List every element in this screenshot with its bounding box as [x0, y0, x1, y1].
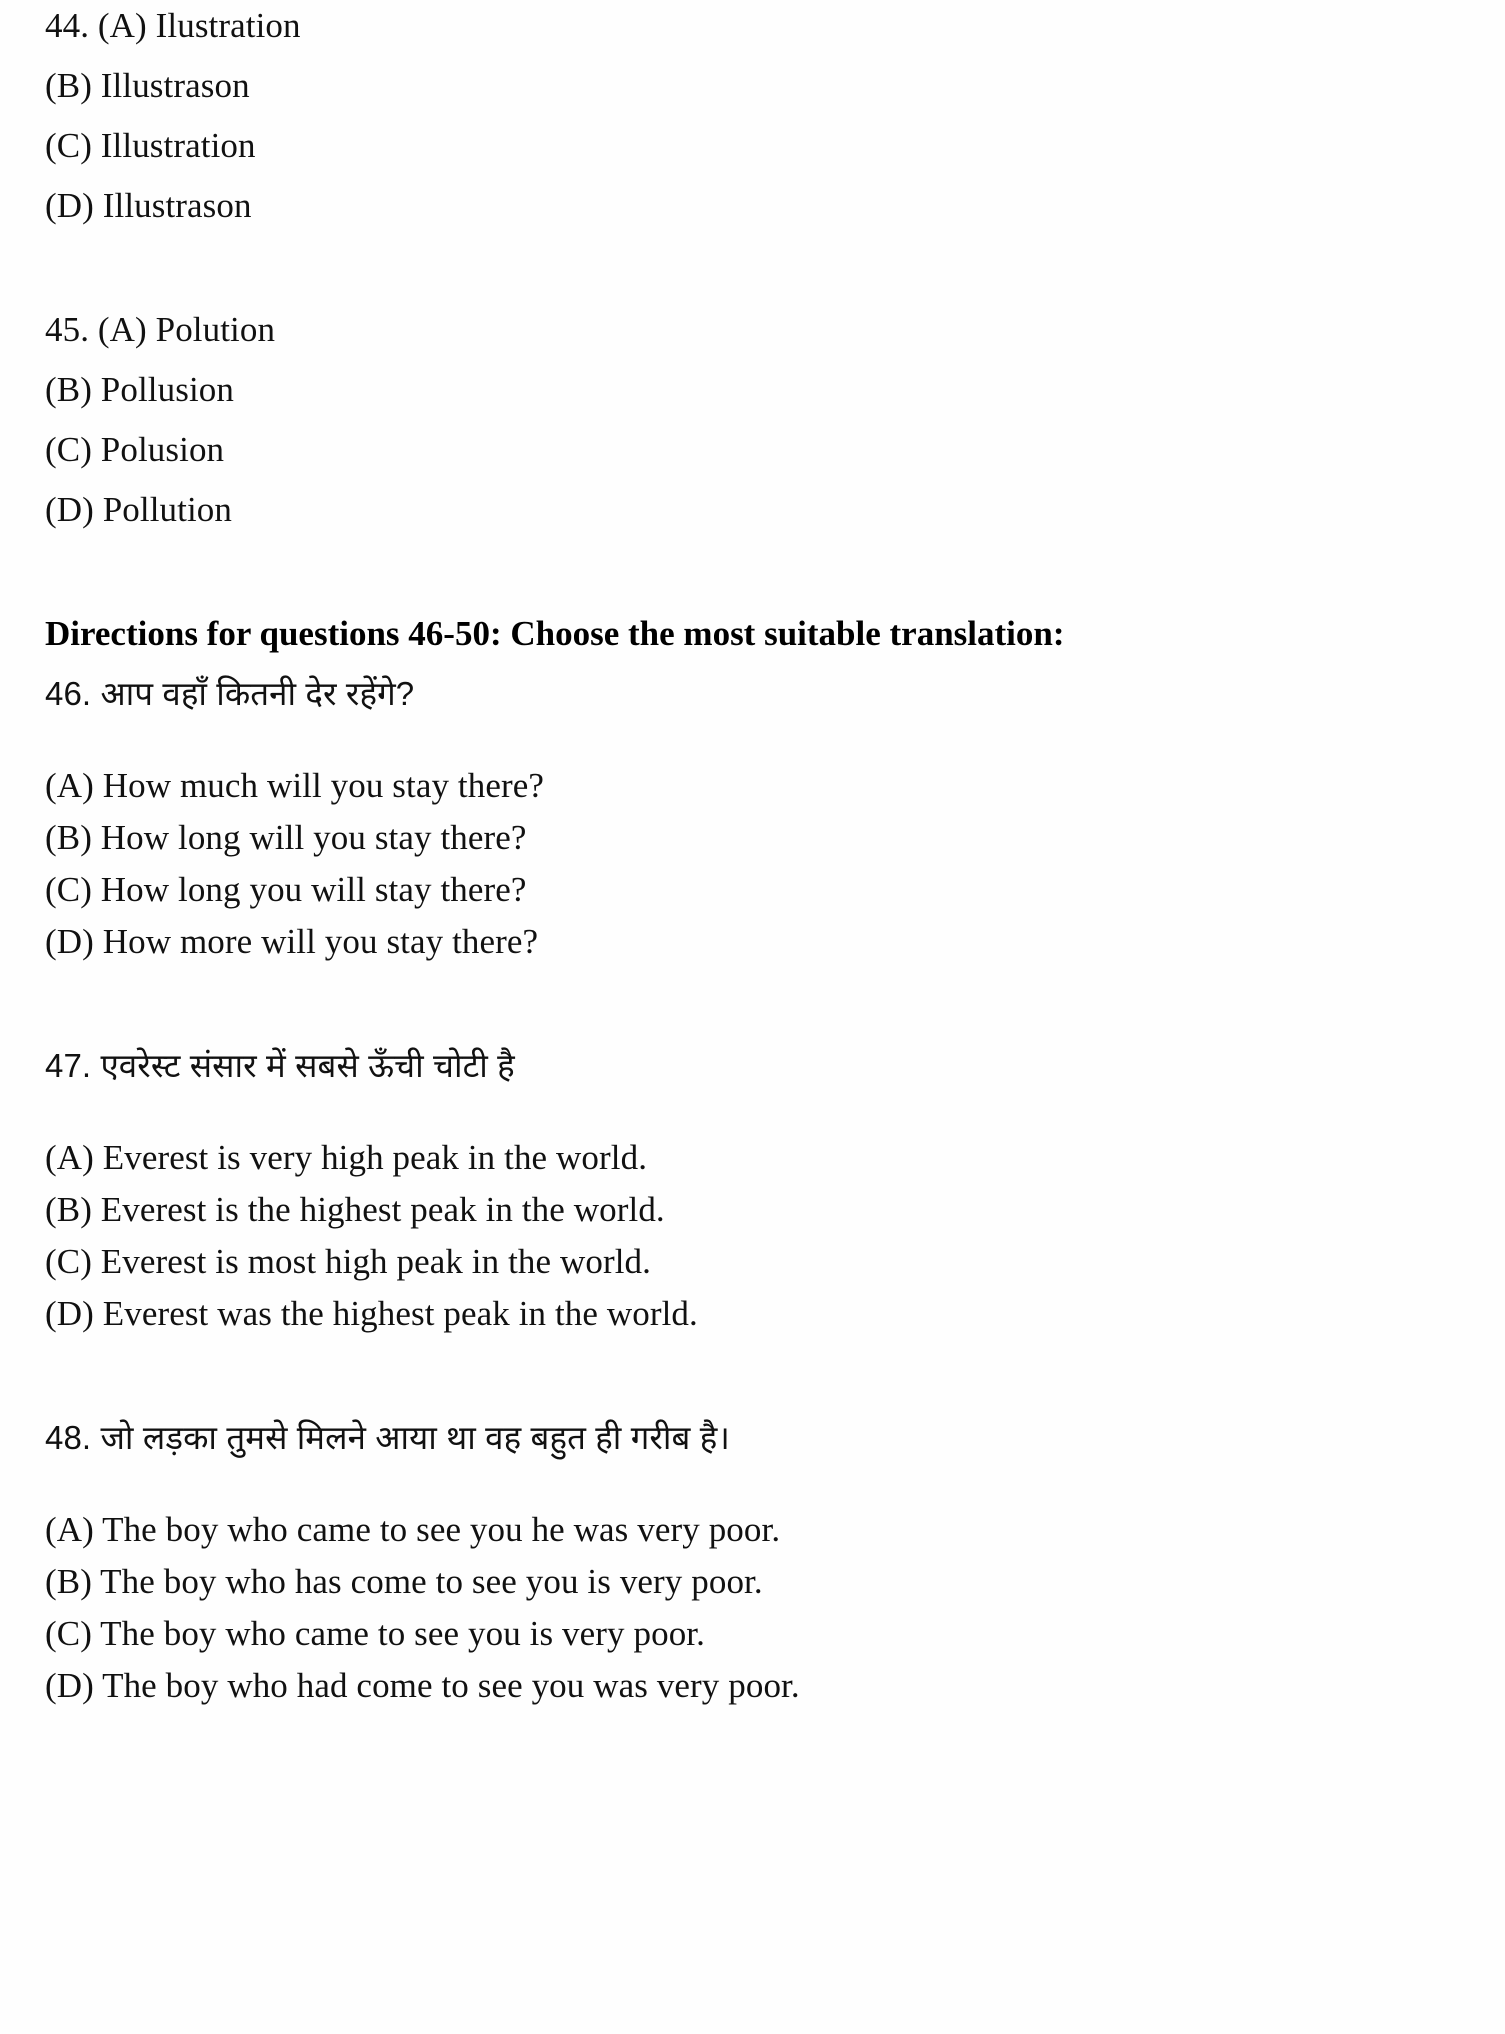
question-46-option-c: (C) How long you will stay there?	[45, 870, 527, 909]
question-44-option-c: (C) Illustration	[45, 126, 256, 165]
question-46-option-a: (A) How much will you stay there?	[45, 766, 545, 805]
spacer	[45, 52, 1445, 60]
spacer	[45, 112, 1445, 120]
spacer	[45, 720, 1445, 760]
question-46-stem: 46. आप वहाँ कितनी देर रहेंगे?	[45, 675, 415, 712]
question-45-option-c: (C) Polusion	[45, 430, 225, 469]
question-44-option-b: (B) Illustrason	[45, 66, 250, 105]
question-44-option-a: 44. (A) Ilustration	[45, 6, 301, 45]
question-48-option-b: (B) The boy who has come to see you is very poor.	[45, 1562, 763, 1601]
question-47-option-d: (D) Everest was the highest peak in the world.	[45, 1294, 698, 1333]
spacer	[45, 356, 1445, 364]
spacer	[45, 1464, 1445, 1504]
question-44-block	[45, 0, 1445, 232]
spacer	[45, 1092, 1445, 1132]
question-47-option-c: (C) Everest is most high peak in the world.	[45, 1242, 651, 1281]
question-47-options	[45, 1132, 1445, 1340]
question-46-option-b: (B) How long will you stay there?	[45, 818, 527, 857]
question-44-option-d: (D) Illustrason	[45, 186, 252, 225]
question-48-stem: 48. जो लड़का तुमसे मिलने आया था वह बहुत ही गरीब है।	[45, 1419, 730, 1456]
spacer	[45, 232, 1445, 304]
spacer	[45, 1340, 1445, 1412]
question-45-option-a: 45. (A) Polution	[45, 310, 276, 349]
question-48-option-a: (A) The boy who came to see you he was very poor.	[45, 1510, 781, 1549]
spacer	[45, 536, 1445, 608]
spacer	[45, 660, 1445, 668]
spacer	[45, 476, 1445, 484]
question-45-option-b: (B) Pollusion	[45, 370, 234, 409]
spacer	[45, 968, 1445, 1040]
question-46-block	[45, 668, 1445, 968]
question-47-option-a: (A) Everest is very high peak in the world.	[45, 1138, 648, 1177]
question-48-options	[45, 1504, 1445, 1712]
spacer	[45, 172, 1445, 180]
question-46-options	[45, 760, 1445, 968]
question-47-block	[45, 1040, 1445, 1340]
question-48-option-c: (C) The boy who came to see you is very poor.	[45, 1614, 705, 1653]
question-45-option-d: (D) Pollution	[45, 490, 232, 529]
question-47-option-b: (B) Everest is the highest peak in the world.	[45, 1190, 665, 1229]
directions-46-50: Directions for questions 46-50: Choose the most suitable translation:	[45, 614, 1065, 653]
question-47-stem: 47. एवरेस्ट संसार में सबसे ऊँची चोटी है	[45, 1047, 515, 1084]
question-48-option-d: (D) The boy who had come to see you was very poor.	[45, 1666, 800, 1705]
question-46-option-d: (D) How more will you stay there?	[45, 922, 539, 961]
question-48-block	[45, 1412, 1445, 1712]
question-45-block	[45, 304, 1445, 536]
spacer	[45, 416, 1445, 424]
